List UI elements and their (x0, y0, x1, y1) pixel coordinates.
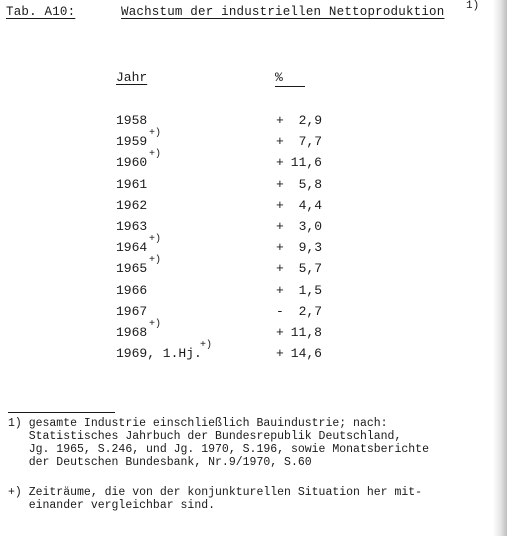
year-cell: 1961 (116, 176, 148, 192)
sign-cell: + (276, 282, 284, 298)
percent-cell: 5,8 (298, 176, 322, 192)
percent-cell: 11,8 (290, 324, 322, 340)
sign-cell: + (276, 346, 284, 362)
year-cell: 1963 (116, 218, 148, 234)
comparable-period-mark: +) (149, 149, 162, 161)
year-cell: 1967 (116, 303, 148, 319)
sign-cell: + (276, 134, 284, 150)
percent-cell: 9,3 (298, 240, 322, 256)
comparable-period-mark: +) (149, 128, 162, 140)
percent-cell: 5,7 (298, 261, 322, 277)
percent-cell: 3,0 (298, 218, 322, 234)
table-row (0, 128, 507, 155)
year-cell: 1958 (116, 113, 148, 128)
data-table (0, 113, 507, 367)
table-row (0, 149, 507, 176)
footnote-divider (8, 412, 115, 413)
table-row (0, 219, 507, 240)
column-header-year: Jahr (116, 70, 148, 85)
comparable-period-mark: +) (200, 340, 213, 352)
comparable-period-mark: +) (149, 255, 162, 267)
table-row (0, 340, 507, 367)
sign-cell: + (276, 155, 284, 171)
table-row (0, 113, 507, 134)
year-cell: 1965 (116, 261, 148, 277)
table-row (0, 234, 507, 261)
percent-cell: 1,5 (298, 282, 322, 298)
sign-cell: + (276, 197, 284, 213)
column-header-percent: % (275, 70, 305, 87)
year-cell: 1964 (116, 240, 148, 256)
percent-cell: 4,4 (298, 197, 322, 213)
comparable-period-mark: +) (149, 318, 162, 330)
table-row (0, 255, 507, 282)
table-row (0, 283, 507, 304)
percent-cell: 2,9 (298, 113, 322, 128)
footnote-1: 1) gesamte Industrie einschließlich Bauindustrie; nach: Statistisches Jahrbuch der Bundesrepublik Deutschland, Jg. 1965, S.246, und Jg. 1970, S.196, sowie Monatsberichte der Deutschen Bundesbank, Nr.9/1970, S.60 (8, 417, 429, 469)
sign-cell: + (276, 240, 284, 256)
footnote-marker-note: +) Zeiträume, die von der konjunkturellen Situation her mit- einander vergleichbar sind. (8, 486, 423, 512)
percent-cell: 14,6 (290, 346, 322, 362)
scan-edge-shadow (493, 0, 507, 536)
title-footnote-ref: 1) (466, 0, 480, 12)
table-row (0, 304, 507, 325)
year-cell: 1960 (116, 155, 148, 171)
table-row (0, 318, 507, 346)
year-cell: 1962 (116, 197, 148, 213)
comparable-period-mark: +) (149, 234, 162, 246)
table-row (0, 177, 507, 198)
sign-cell: + (276, 113, 284, 128)
year-cell: 1969, 1.Hj. (116, 346, 202, 362)
table-title: Wachstum der industriellen Nettoproduktion (121, 5, 445, 19)
percent-cell: 11,6 (290, 155, 322, 171)
year-cell: 1968 (116, 324, 148, 340)
sign-cell: + (276, 261, 284, 277)
sign-cell: - (276, 303, 284, 319)
percent-cell: 7,7 (298, 134, 322, 150)
table-row (0, 198, 507, 219)
year-cell: 1966 (116, 282, 148, 298)
percent-cell: 2,7 (298, 303, 322, 319)
table-label: Tab. A10: (6, 5, 76, 19)
sign-cell: + (276, 324, 284, 340)
year-cell: 1959 (116, 134, 148, 150)
sign-cell: + (276, 176, 284, 192)
sign-cell: + (276, 218, 284, 234)
